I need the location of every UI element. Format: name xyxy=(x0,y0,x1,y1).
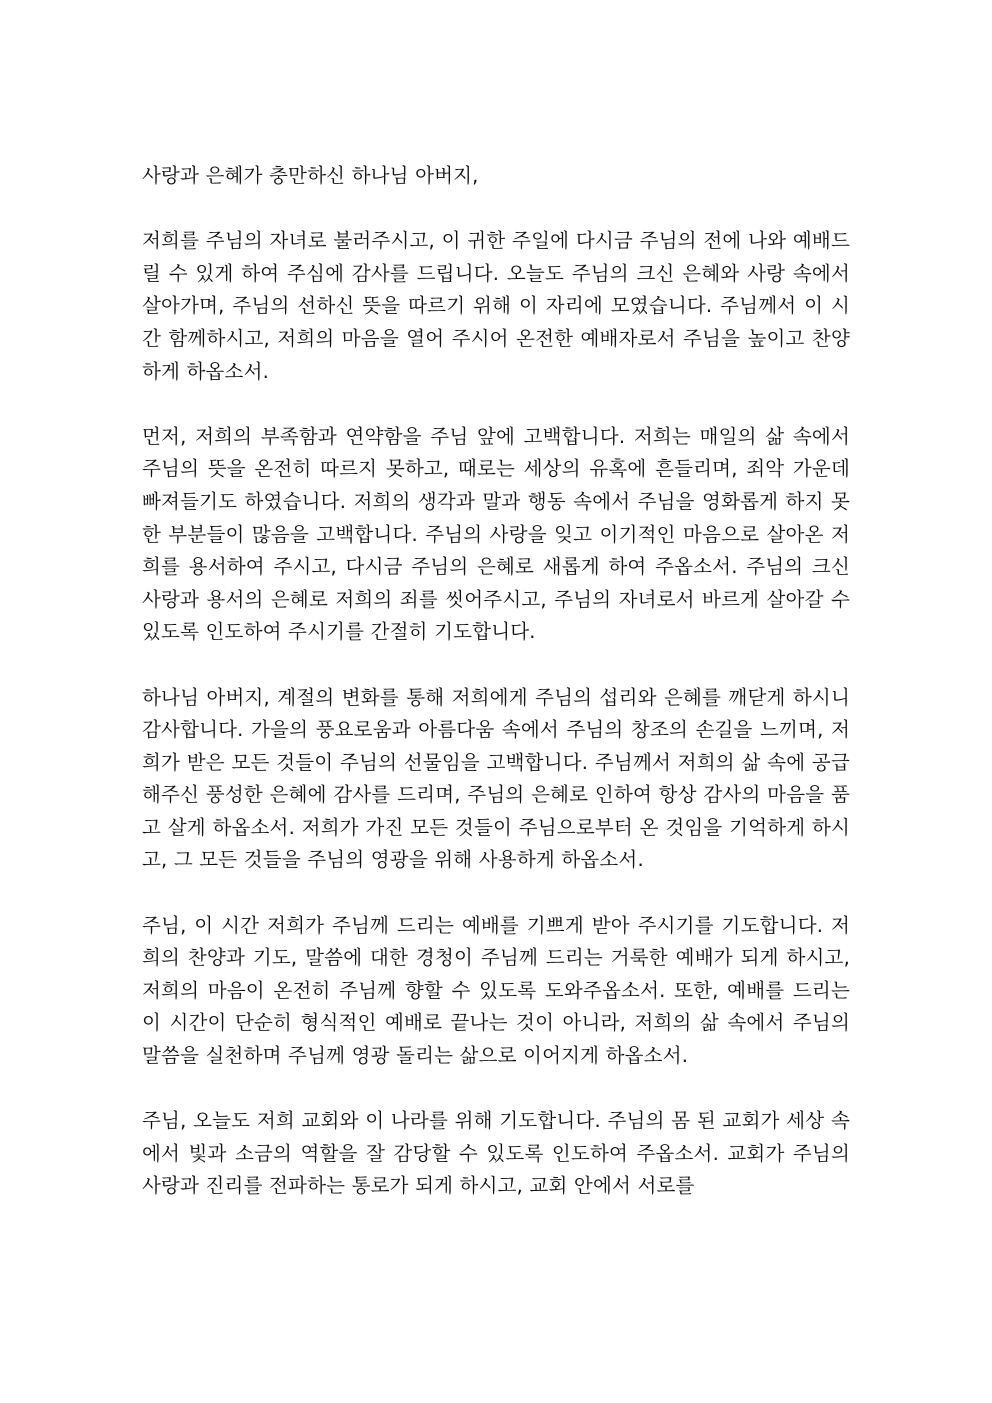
paragraph-church-nation: 주님, 오늘도 저희 교회와 이 나라를 위해 기도합니다. 주님의 몸 된 교회가 세상 속에서 빛과 소금의 역할을 잘 감당할 수 있도록 인도하여 주옵소서. 교회가 주님의 사랑과 진리를 전파하는 통로가 되게 하시고, 교회 안에서 서로를 xyxy=(142,1109,850,1198)
paragraph-invocation: 저희를 주님의 자녀로 불러주시고, 이 귀한 주일에 다시금 주님의 전에 나와 예배드릴 수 있게 하여 주심에 감사를 드립니다. 오늘도 주님의 크신 은혜와 사랑 속에서 살아가며, 주님의 선하신 뜻을 따르기 위해 이 자리에 모였습니다. 주님께서 이 시간 함께하시고, 저희의 마음을 열어 주시어 온전한 예배자로서 주님을 높이고 찬양하게 하옵소서. xyxy=(142,229,850,383)
paragraph-confession: 먼저, 저희의 부족함과 연약함을 주님 앞에 고백합니다. 저희는 매일의 삶 속에서 주님의 뜻을 온전히 따르지 못하고, 때로는 세상의 유혹에 흔들리며, 죄악 가운데 빠져들기도 하였습니다. 저희의 생각과 말과 행동 속에서 주님을 영화롭게 하지 못한 부분들이 많음을 고백합니다. 주님의 사랑을 잊고 이기적인 마음으로 살아온 저희를 용서하여 주시고, 다시금 주님의 은혜로 새롭게 하여 주옵소서. 주님의 크신 사랑과 용서의 은혜로 저희의 죄를 씻어주시고, 주님의 자녀로서 바르게 살아갈 수 있도록 인도하여 주시기를 간절히 기도합니다. xyxy=(142,424,850,644)
paragraph-worship: 주님, 이 시간 저희가 주님께 드리는 예배를 기쁘게 받아 주시기를 기도합니다. 저희의 찬양과 기도, 말씀에 대한 경청이 주님께 드리는 거룩한 예배가 되게 하시고, 저희의 마음이 온전히 주님께 향할 수 있도록 도와주옵소서. 또한, 예배를 드리는 이 시간이 단순히 형식적인 예배로 끝나는 것이 아니라, 저희의 삶 속에서 주님의 말씀을 실천하며 주님께 영광 돌리는 삶으로 이어지게 하옵소서. xyxy=(142,913,850,1068)
prayer-text xyxy=(142,160,850,1236)
paragraph-thanksgiving: 하나님 아버지, 계절의 변화를 통해 저희에게 주님의 섭리와 은혜를 깨닫게 하시니 감사합니다. 가을의 풍요로움과 아름다움 속에서 주님의 창조의 손길을 느끼며, 저희가 받은 모든 것들이 주님의 선물임을 고백합니다. 주님께서 저희의 삶 속에 공급해주신 풍성한 은혜에 감사를 드리며, 주님의 은혜로 인하여 항상 감사의 마음을 품고 살게 하옵소서. 저희가 가진 모든 것들이 주님으로부터 온 것임을 기억하게 하시고, 그 모든 것들을 주님의 영광을 위해 사용하게 하옵소서. xyxy=(142,685,850,872)
greeting-line: 사랑과 은혜가 충만하신 하나님 아버지, xyxy=(142,164,479,187)
